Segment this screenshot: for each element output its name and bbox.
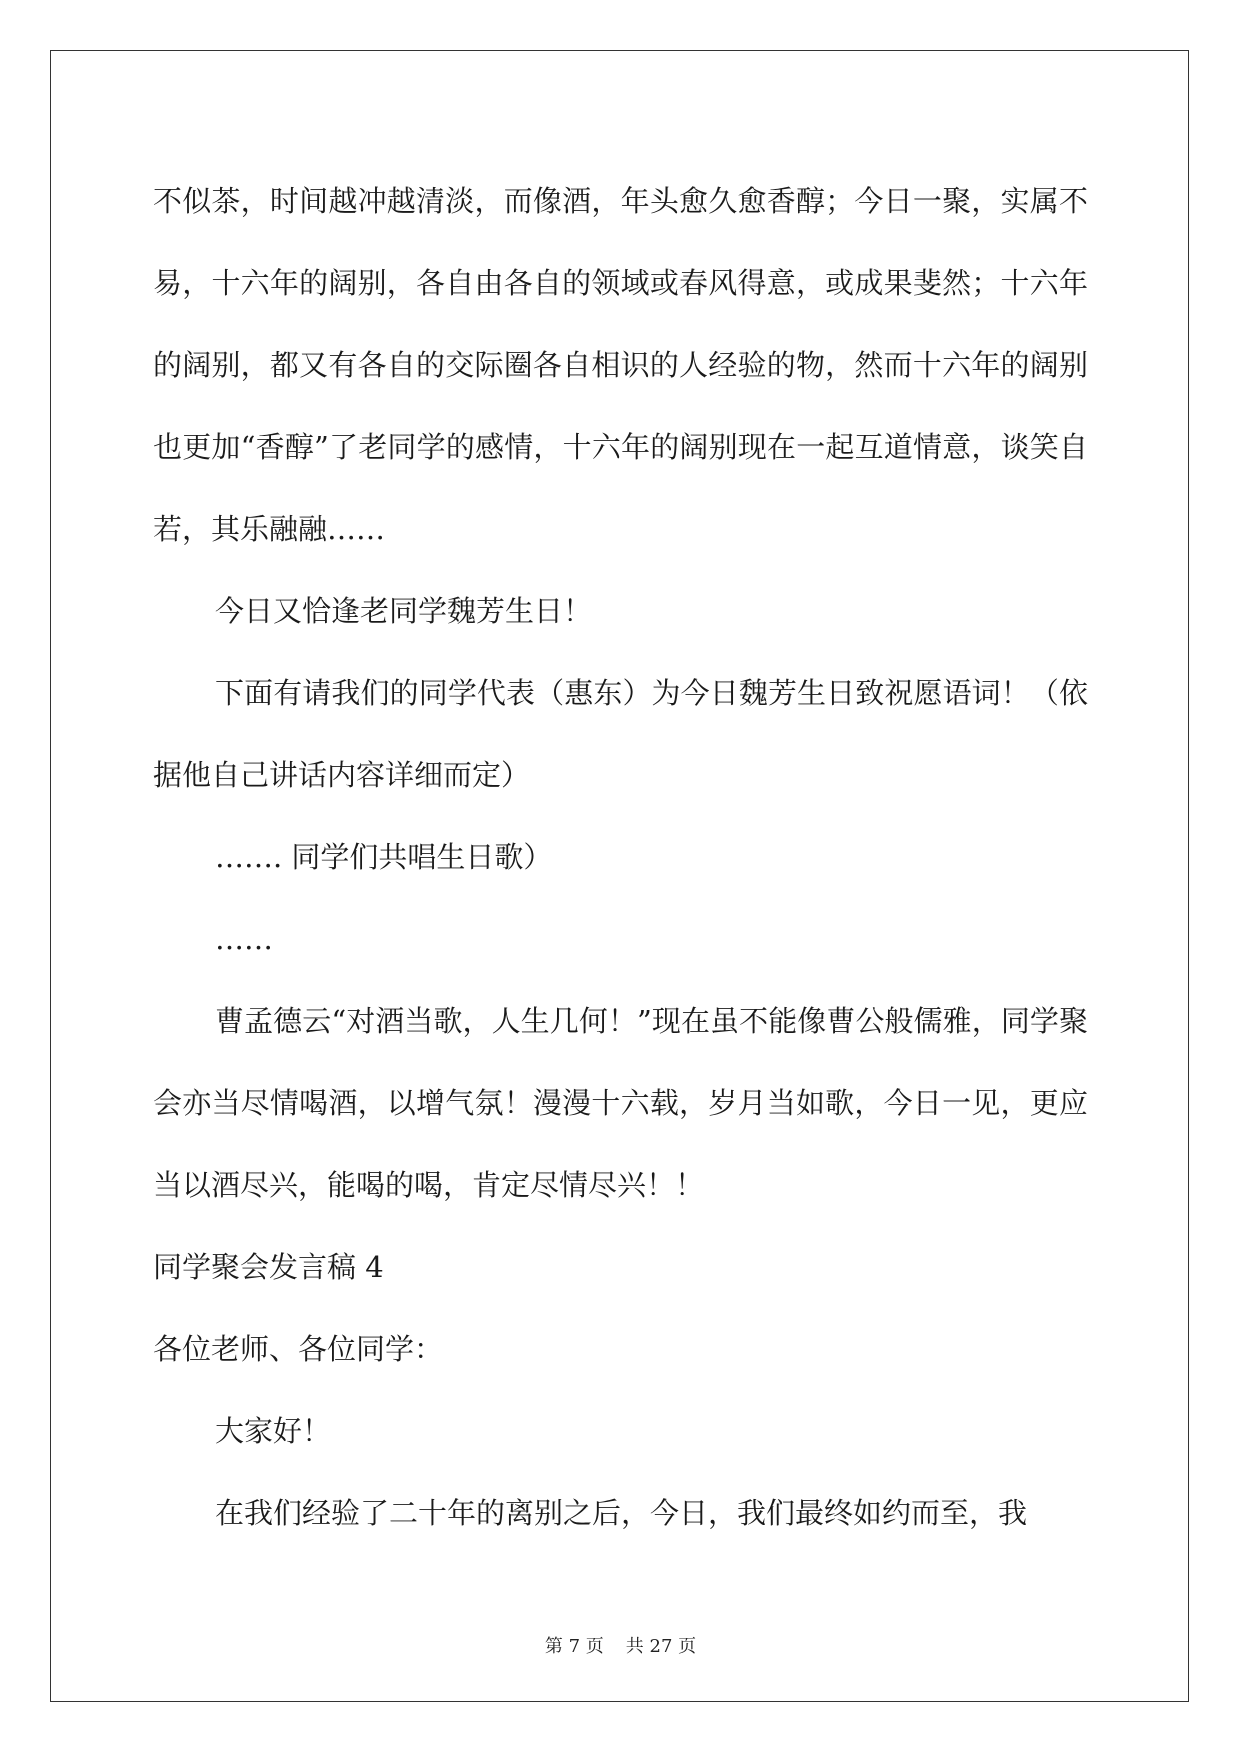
greeting: 大家好！ [215, 1414, 332, 1448]
paragraph-3: 下面有请我们的同学代表（惠东）为今日魏芳生日致祝愿语词！（依据他自己讲话内容详细而定） [153, 676, 1088, 792]
paragraph-6: 曹孟德云“对酒当歌，人生几何！”现在虽不能像曹公般儒雅，同学聚会亦当尽情喝酒，以增气氛！漫漫十六载，岁月当如歌，今日一见，更应当以酒尽兴，能喝的喝，肯定尽情尽兴！！ [153, 1004, 1088, 1202]
paragraph-2: 今日又恰逢老同学魏芳生日！ [215, 594, 593, 628]
paragraph-1: 不似茶，时间越冲越清淡，而像酒，年头愈久愈香醇；今日一聚，实属不易，十六年的阔别，各自由各自的领域或春风得意，或成果斐然；十六年的阔别，都又有各自的交际圈各自相识的人经验的物，然而十六年的阔别也更加“香醇”了老同学的感情，十六年的阔别现在一起互道情意，谈笑自若，其乐融融…… [153, 184, 1088, 546]
salutation: 各位老师、各位同学： [153, 1332, 444, 1366]
document-body [153, 160, 1088, 1554]
paragraph-5: …… [215, 922, 273, 956]
section-heading: 同学聚会发言稿 4 [153, 1250, 384, 1284]
paragraph-last: 在我们经验了二十年的离别之后，今日，我们最终如约而至，我 [215, 1496, 1028, 1530]
total-pages: 共 27 页 [625, 1636, 697, 1657]
page-number: 第 7 页 [544, 1636, 604, 1657]
page-footer [0, 1632, 1241, 1658]
paragraph-4: ……. 同学们共唱生日歌） [215, 840, 553, 874]
